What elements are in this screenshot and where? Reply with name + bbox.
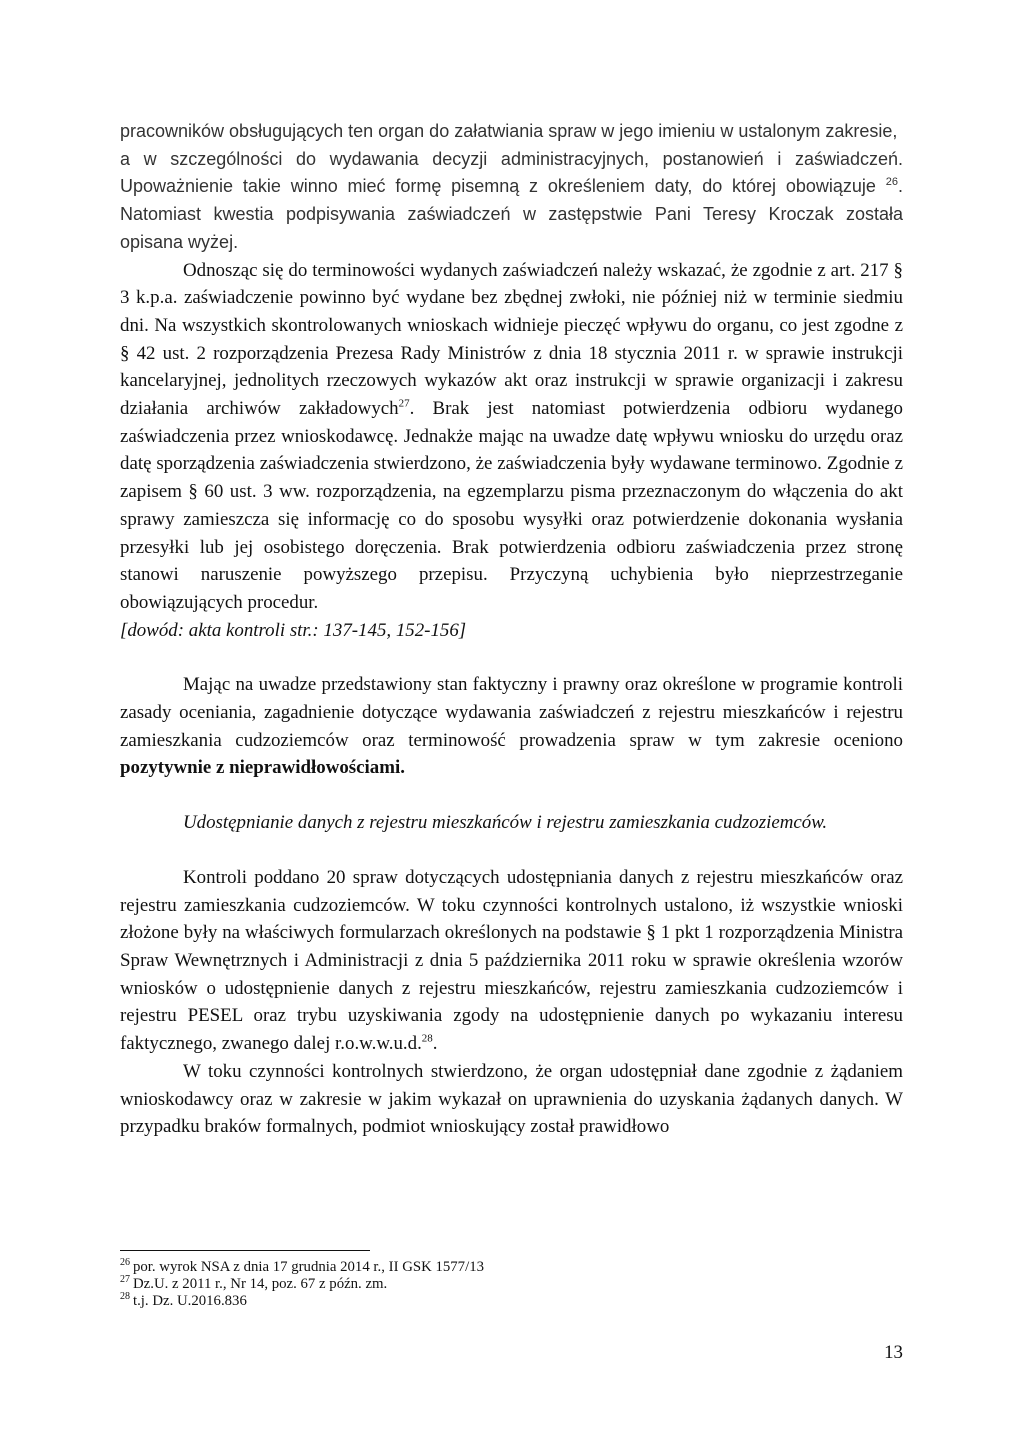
paragraph-4-text: Kontroli poddano 20 spraw dotyczących udostępniania danych z rejestru mieszkańców oraz rejestru zamieszkania cudzoziemców. W toku czynności kontrolnych ustalono, iż wszystkie wnioski złożone były na właściwych formularzach określonych na podstawie § 1 pkt 1 rozporządzenia Ministra Spraw Wewnętrznych i Administracji z dnia 5 października 2011 roku w sprawie określenia wzorów wniosków o udostępnienie danych z rejestru mieszkańców, rejestru zamieszkania cudzoziemców i rejestru PESEL oraz trybu uzyskiwania zgody na udostępnienie danych po wykazaniu interesu faktycznego, zwanego dalej r.o.w.w.u.d.: [120, 866, 903, 1055]
footnote-ref-27: 27: [398, 397, 410, 410]
footnote-text: t.j. Dz. U.2016.836: [133, 1293, 247, 1309]
assessment-result: pozytywnie z nieprawidłowościami.: [120, 757, 405, 779]
paragraph-3: [120, 671, 903, 782]
paragraph-1-line-1: pracowników obsługujących ten organ do załatwiania spraw w jego imieniu w ustalonym zakresie,: [120, 121, 898, 141]
paragraph-1-body: a w szczególności do wydawania decyzji administracyjnych, postanowień i zaświadczeń. Upoważnienie takie winno mieć formę pisemną z określeniem daty, do której obowiązuje: [120, 148, 903, 197]
footnote-ref-26: 26: [885, 176, 898, 189]
footnote-ref-28: 28: [421, 1032, 433, 1045]
footnote-separator: [120, 1250, 370, 1251]
paragraph-2-end: . Brak jest natomiast potwierdzenia odbioru wydanego zaświadczenia przez wnioskodawcę. Jednakże mając na uwadze datę wpływu wniosku do urzędu oraz datę sporządzenia zaświadczenia stwierdzono, że zaświadczenia były wydawane terminowo. Zgodnie z zapisem § 60 ust. 3 ww. rozporządzenia, na egzemplarzu pisma przeznaczonym do włączenia do akt sprawy zamieszcza się informację co do sposobu wysyłki oraz potwierdzenie dokonania wysłania przesyłki lub jej osobistego doręczenia. Brak potwierdzenia odbioru zaświadczenia przez stronę stanowi naruszenie powyższego przepisu. Przyczyną uchybienia było nieprzestrzeganie obowiązujących procedur.: [120, 398, 903, 613]
footnote-26: [120, 1259, 903, 1276]
paragraph-4: [120, 864, 903, 1058]
document-body: [120, 118, 903, 1141]
paragraph-5: W toku czynności kontrolnych stwierdzono, że organ udostępniał dane zgodnie z żądaniem wnioskodawcy oraz w zakresie w jakim wykazał on uprawnienia do uzyskania żądanych danych. W przypadku braków formalnych, podmiot wnioskujący został prawidłowo: [120, 1060, 903, 1138]
section-heading: Udostępnianie danych z rejestru mieszkańców i rejestru zamieszkania cudzoziemców.: [183, 812, 828, 834]
footnote-number: 27: [120, 1274, 130, 1286]
footnotes: [120, 1250, 903, 1310]
footnote-text: por. wyrok NSA z dnia 17 grudnia 2014 r., II GSK 1577/13: [133, 1259, 484, 1275]
footnote-number: 26: [120, 1257, 130, 1269]
evidence-reference: [dowód: akta kontroli str.: 137-145, 152-156]: [120, 619, 467, 641]
paragraph-3-text: Mając na uwadze przedstawiony stan faktyczny i prawny oraz określone w programie kontroli zasady oceniania, zagadnienie dotyczące wydawania zaświadczeń z rejestru mieszkańców i rejestru zamieszkania cudzoziemców oraz terminowość prowadzenia spraw w tym zakresie oceniono: [120, 674, 903, 751]
page-number: 13: [884, 1342, 903, 1363]
paragraph-2: [120, 257, 903, 617]
paragraph-1-end: . Natomiast kwestia podpisywania zaświadczeń w zastępstwie Pani Teresy Kroczak została opisana wyżej.: [120, 176, 903, 252]
footnote-text: Dz.U. z 2011 r., Nr 14, poz. 67 z późn. zm.: [133, 1276, 388, 1292]
paragraph-4-end: .: [432, 1033, 438, 1055]
paragraph-1: [120, 118, 903, 257]
footnote-27: [120, 1276, 903, 1293]
paragraph-2-text: Odnosząc się do terminowości wydanych zaświadczeń należy wskazać, że zgodnie z art. 217 § 3 k.p.a. zaświadczenie powinno być wydane bez zbędnej zwłoki, nie później niż w terminie siedmiu dni. Na wszystkich skontrolowanych wnioskach widnieje pieczęć wpływu do organu, co jest zgodne z § 42 ust. 2 rozporządzenia Prezesa Rady Ministrów z dnia 18 stycznia 2011 r. w sprawie instrukcji kancelaryjnej, jednolitych rzeczowych wykazów akt oraz instrukcji w sprawie organizacji i zakresu działania archiwów zakładowych: [120, 259, 903, 420]
footnote-number: 28: [120, 1291, 130, 1303]
footnote-28: [120, 1293, 903, 1310]
